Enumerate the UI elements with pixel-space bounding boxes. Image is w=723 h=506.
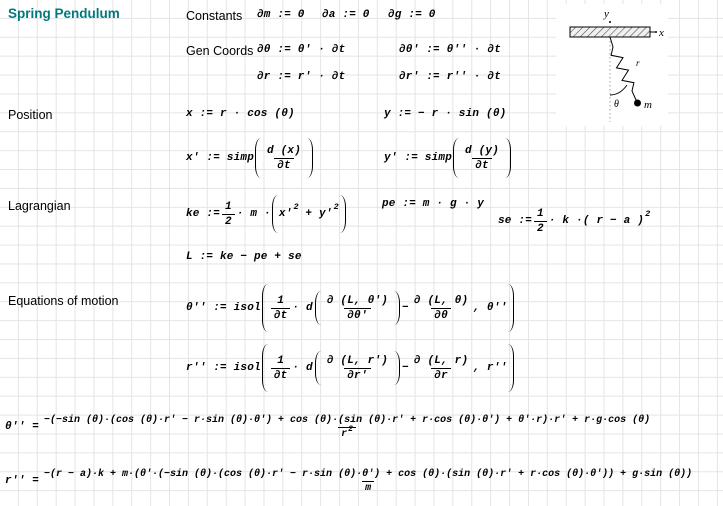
spring-length-label: r (636, 58, 640, 68)
left-paren (255, 138, 261, 178)
mass-bob (634, 100, 641, 107)
constants-label: Constants (186, 9, 243, 23)
fraction (411, 355, 471, 382)
math-y-def[interactable]: y := − r · sin (θ) (384, 108, 507, 120)
right-paren (307, 138, 313, 178)
math-pe-def[interactable]: pe := m · g · y (382, 198, 485, 210)
fraction (41, 415, 653, 440)
math-dtheta[interactable]: ∂θ := θ' · ∂t (257, 44, 346, 56)
eom-label: Equations of motion (8, 294, 119, 308)
numerator: ∂ (L, r') (326, 354, 389, 367)
math-theta-eom[interactable] (186, 283, 515, 333)
ke-term1: x' (278, 208, 293, 220)
den-exponent: 2 (348, 424, 353, 434)
ke-mid: · m · (236, 208, 271, 220)
exponent: 2 (645, 209, 651, 219)
numerator: d (x) (267, 144, 302, 157)
y-axis-dot (609, 21, 611, 23)
numerator: 1 (537, 207, 544, 220)
se-body: ( r − a ) (582, 215, 645, 227)
math-x-def[interactable]: x := r · cos (θ) (186, 108, 295, 120)
denominator: ∂t (472, 158, 492, 172)
math-constant-a[interactable]: ∂a := 0 (322, 9, 370, 21)
denominator: ∂θ (431, 308, 451, 322)
lagrangian-label: Lagrangian (8, 199, 71, 213)
gen-coords-label: Gen Coords (186, 44, 254, 58)
x-axis-dot (655, 31, 657, 33)
math-dtheta-prime[interactable]: ∂θ' := θ'' · ∂t (399, 44, 502, 56)
ke-term2: + y' (298, 208, 333, 220)
denominator: 2 (222, 214, 235, 228)
math-xprime-def[interactable] (186, 137, 314, 179)
fraction (324, 295, 391, 322)
right-paren (508, 284, 514, 332)
ceiling-bar (570, 27, 650, 37)
theta-eom-tail: , θ'' (473, 302, 508, 314)
fraction (324, 355, 391, 382)
left-paren (262, 284, 268, 332)
math-constant-g[interactable]: ∂g := 0 (388, 9, 436, 21)
mass-label: m (644, 99, 652, 111)
y-axis-label: y (604, 8, 609, 20)
math-r-result[interactable] (5, 458, 697, 504)
right-paren (340, 195, 346, 233)
theta-eom-lhs: θ'' := isol (186, 302, 261, 314)
fraction (462, 145, 502, 172)
fraction (222, 201, 235, 228)
math-yprime-def[interactable] (384, 137, 512, 179)
left-paren (262, 344, 268, 392)
ke-lhs: ke := (186, 208, 221, 220)
d-operator: · d (292, 362, 313, 374)
left-paren (315, 351, 321, 385)
position-label: Position (8, 108, 53, 122)
denominator: ∂t (274, 158, 294, 172)
numerator: ∂ (L, θ) (413, 294, 469, 307)
numerator: 1 (225, 200, 232, 213)
denominator: ∂t (271, 308, 291, 322)
math-lagrangian-def[interactable]: L := ke − pe + se (186, 251, 302, 263)
se-mid: · k · (548, 215, 583, 227)
numerator: 1 (277, 294, 285, 307)
numerator: ∂ (L, r) (413, 354, 469, 367)
right-paren (394, 351, 400, 385)
se-lhs: se := (498, 215, 533, 227)
d-operator: · d (292, 302, 313, 314)
denominator: ∂θ' (344, 308, 370, 322)
math-ke-def[interactable] (186, 194, 347, 234)
numerator: −(−sin (θ)·(cos (θ)·r' − r·sin (θ)·θ') + cos (θ)·(sin (θ)·r' + r·cos (θ)·θ') + θ'·r)·r' + r·g·cos (θ) (44, 414, 651, 426)
math-theta-result[interactable] (5, 404, 655, 450)
minus-operator: − (402, 362, 409, 374)
numerator: ∂ (L, θ') (326, 294, 389, 307)
denominator (338, 424, 356, 440)
numerator: −(r − a)·k + m·(θ'·(−sin (θ)·(cos (θ)·r' − r·sin (θ)·θ') + cos (θ)·(sin (θ)·r' + r·cos (θ)·θ')) + g·sin (θ)) (44, 468, 693, 480)
fraction (41, 469, 695, 494)
fraction (271, 355, 291, 382)
denominator: ∂t (271, 368, 291, 382)
inner-group (314, 349, 401, 387)
yprime-lhs: y' := simp (384, 152, 453, 164)
left-paren (315, 291, 321, 325)
numerator: 1 (277, 354, 285, 367)
page-title[interactable]: Spring Pendulum (8, 6, 120, 21)
den-base: r (341, 428, 348, 440)
right-paren (505, 138, 511, 178)
math-dr-prime[interactable]: ∂r' := r'' · ∂t (399, 71, 502, 83)
r-eom-lhs: r'' := isol (186, 362, 261, 374)
math-dr[interactable]: ∂r := r' · ∂t (257, 71, 346, 83)
pendulum-diagram[interactable] (556, 4, 668, 126)
r-result-lhs: r'' = (5, 475, 40, 487)
math-r-eom[interactable] (186, 343, 515, 393)
fraction (264, 145, 304, 172)
fraction (534, 208, 547, 235)
r-eom-tail: , r'' (473, 362, 508, 374)
fraction (411, 295, 471, 322)
denominator: m (362, 481, 374, 494)
exponent: 2 (333, 202, 339, 212)
denominator: 2 (534, 221, 547, 235)
angle-label: θ (614, 99, 619, 110)
math-se-def[interactable] (498, 202, 650, 240)
right-paren (508, 344, 514, 392)
exponent: 2 (293, 202, 299, 212)
left-paren (272, 195, 278, 233)
minus-operator: − (402, 302, 409, 314)
xprime-lhs: x' := simp (186, 152, 255, 164)
x-axis-label: x (659, 27, 664, 39)
right-paren (394, 291, 400, 325)
denominator: ∂r' (344, 368, 370, 382)
denominator: ∂r (431, 368, 451, 382)
fraction (271, 295, 291, 322)
theta-result-lhs: θ'' = (5, 421, 40, 433)
left-paren (453, 138, 459, 178)
inner-group (314, 289, 401, 327)
math-constant-m[interactable]: ∂m := 0 (257, 9, 305, 21)
numerator: d (y) (465, 144, 500, 157)
